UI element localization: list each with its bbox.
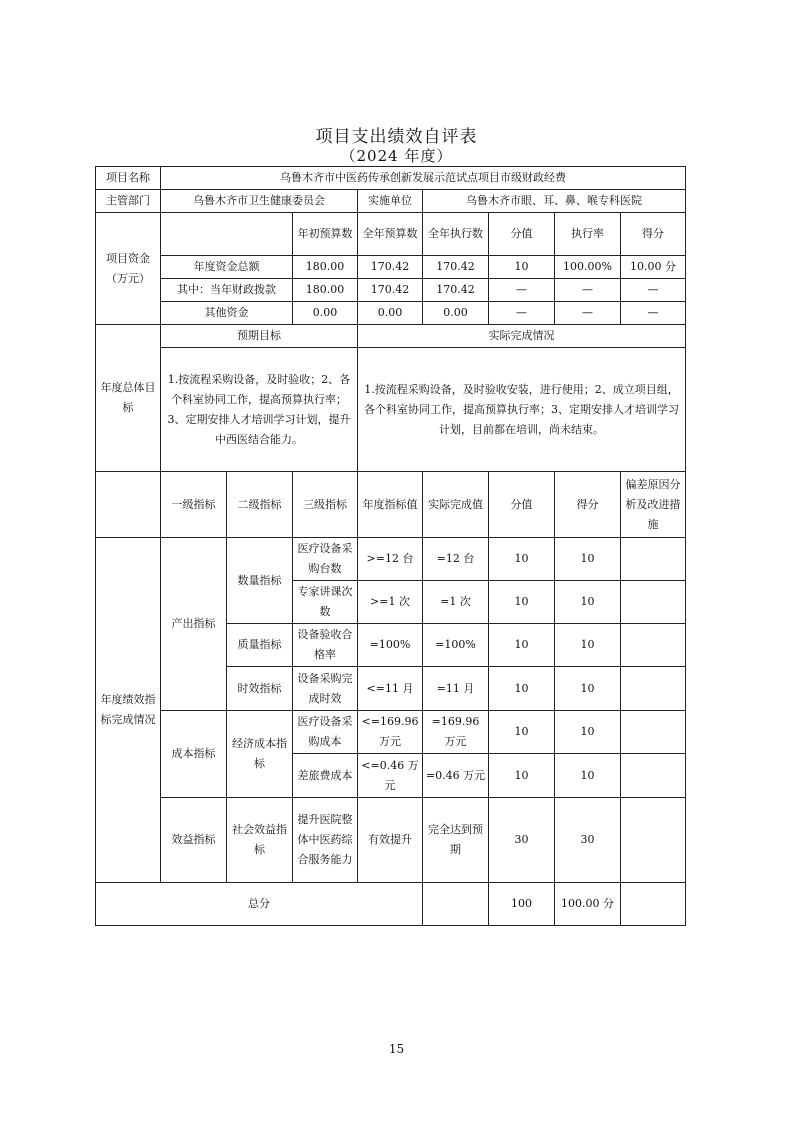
level2-quantity: 数量指标 bbox=[227, 538, 293, 624]
funds-row bbox=[96, 279, 686, 302]
funds-header: 分值 bbox=[489, 213, 555, 256]
funds-cell: 0.00 bbox=[293, 302, 358, 325]
score-value: 10 bbox=[489, 624, 555, 667]
funds-cell: — bbox=[621, 302, 686, 325]
funds-cell: 180.00 bbox=[293, 256, 358, 279]
funds-row-label: 其他资金 bbox=[161, 302, 293, 325]
funds-cell: 170.42 bbox=[423, 256, 489, 279]
indicator-row bbox=[96, 798, 686, 883]
got-score: 10 bbox=[555, 711, 621, 754]
got-score: 10 bbox=[555, 624, 621, 667]
total-score: 100 bbox=[489, 883, 555, 926]
actual-value: =0.46 万元 bbox=[423, 754, 489, 798]
page-title: 项目支出绩效自评表 bbox=[315, 127, 478, 147]
total-row bbox=[96, 883, 686, 926]
level2-economic-cost: 经济成本指标 bbox=[227, 711, 293, 798]
level3-indicator: 设备验收合格率 bbox=[293, 624, 358, 667]
funds-cell: — bbox=[489, 279, 555, 302]
dept-label: 主管部门 bbox=[96, 190, 161, 213]
target-value: 有效提升 bbox=[358, 798, 423, 883]
indicator-header: 三级指标 bbox=[293, 472, 358, 538]
indicator-header: 年度指标值 bbox=[358, 472, 423, 538]
impl-value: 乌鲁木齐市眼、耳、鼻、喉专科医院 bbox=[423, 190, 686, 213]
level1-benefit: 效益指标 bbox=[161, 798, 227, 883]
funds-cell: 10.00 分 bbox=[621, 256, 686, 279]
evaluation-table bbox=[95, 166, 686, 926]
level3-indicator: 提升医院整体中医药综合服务能力 bbox=[293, 798, 358, 883]
project-name-value: 乌鲁木齐市中医药传承创新发展示范试点项目市级财政经费 bbox=[161, 167, 686, 190]
deviation-cell bbox=[621, 667, 686, 711]
indicator-header: 二级指标 bbox=[227, 472, 293, 538]
page-subtitle-year: （2024 年度） bbox=[340, 147, 453, 165]
goals-content-row bbox=[96, 348, 686, 472]
target-value: >=12 台 bbox=[358, 538, 423, 581]
funds-header: 全年预算数 bbox=[358, 213, 423, 256]
actual-value: =100% bbox=[423, 624, 489, 667]
impl-label: 实施单位 bbox=[358, 190, 423, 213]
deviation-cell bbox=[621, 798, 686, 883]
level1-output: 产出指标 bbox=[161, 538, 227, 711]
target-value: >=1 次 bbox=[358, 581, 423, 624]
indicator-header-row bbox=[96, 472, 686, 538]
total-blank bbox=[423, 883, 489, 926]
got-score: 10 bbox=[555, 538, 621, 581]
funds-cell: 180.00 bbox=[293, 279, 358, 302]
level3-indicator: 专家讲课次数 bbox=[293, 581, 358, 624]
actual-goal-text: 1.按流程采购设备，及时验收安装，进行使用；2、成立项目组，各个科室协同工作，提高预算执行率；3、定期安排人才培训学习计划，目前都在培训，尚未结束。 bbox=[358, 348, 686, 472]
expected-goal-text: 1.按流程采购设备，及时验收；2、各个科室协同工作，提高预算执行率；3、定期安排人才培训学习计划，提升中西医结合能力。 bbox=[161, 348, 358, 472]
funds-row-label: 年度资金总额 bbox=[161, 256, 293, 279]
funds-header-row bbox=[96, 213, 686, 256]
actual-value: =12 台 bbox=[423, 538, 489, 581]
deviation-cell bbox=[621, 538, 686, 581]
funds-cell: 10 bbox=[489, 256, 555, 279]
funds-header: 全年执行数 bbox=[423, 213, 489, 256]
level2-timeliness: 时效指标 bbox=[227, 667, 293, 711]
level2-social-benefit: 社会效益指标 bbox=[227, 798, 293, 883]
target-value: <=169.96 万元 bbox=[358, 711, 423, 754]
total-deviation bbox=[621, 883, 686, 926]
funds-cell: — bbox=[621, 279, 686, 302]
funds-header: 年初预算数 bbox=[293, 213, 358, 256]
funds-label: 项目资金（万元） bbox=[96, 213, 161, 325]
level3-indicator: 医疗设备采购台数 bbox=[293, 538, 358, 581]
got-score: 10 bbox=[555, 581, 621, 624]
project-name-row bbox=[96, 167, 686, 190]
goals-label: 年度总体目标 bbox=[96, 325, 161, 472]
funds-corner bbox=[161, 213, 293, 256]
actual-value: =1 次 bbox=[423, 581, 489, 624]
score-value: 10 bbox=[489, 581, 555, 624]
total-label: 总分 bbox=[96, 883, 423, 926]
funds-header: 执行率 bbox=[555, 213, 621, 256]
dept-value: 乌鲁木齐市卫生健康委员会 bbox=[161, 190, 358, 213]
target-value: <=11 月 bbox=[358, 667, 423, 711]
got-score: 10 bbox=[555, 754, 621, 798]
indicator-header: 分值 bbox=[489, 472, 555, 538]
score-value: 10 bbox=[489, 711, 555, 754]
deviation-cell bbox=[621, 754, 686, 798]
indicator-row bbox=[96, 538, 686, 581]
score-value: 10 bbox=[489, 538, 555, 581]
funds-cell: — bbox=[555, 302, 621, 325]
funds-cell: 170.42 bbox=[423, 279, 489, 302]
funds-cell: 170.42 bbox=[358, 256, 423, 279]
funds-cell: 100.00% bbox=[555, 256, 621, 279]
goals-header-row bbox=[96, 325, 686, 348]
funds-cell: — bbox=[555, 279, 621, 302]
got-score: 30 bbox=[555, 798, 621, 883]
score-value: 10 bbox=[489, 667, 555, 711]
page-number: 15 bbox=[388, 1042, 405, 1056]
actual-value: =169.96 万元 bbox=[423, 711, 489, 754]
dept-row bbox=[96, 190, 686, 213]
got-score: 10 bbox=[555, 667, 621, 711]
level3-indicator: 差旅费成本 bbox=[293, 754, 358, 798]
level2-quality: 质量指标 bbox=[227, 624, 293, 667]
funds-cell: 0.00 bbox=[358, 302, 423, 325]
indicator-header: 偏差原因分析及改进措施 bbox=[621, 472, 686, 538]
deviation-cell bbox=[621, 624, 686, 667]
actual-goal-label: 实际完成情况 bbox=[358, 325, 686, 348]
deviation-cell bbox=[621, 711, 686, 754]
indicator-row bbox=[96, 711, 686, 754]
level1-cost: 成本指标 bbox=[161, 711, 227, 798]
indicator-header: 得分 bbox=[555, 472, 621, 538]
level3-indicator: 医疗设备采购成本 bbox=[293, 711, 358, 754]
indicator-header-blank bbox=[96, 472, 161, 538]
funds-row bbox=[96, 256, 686, 279]
score-value: 30 bbox=[489, 798, 555, 883]
deviation-cell bbox=[621, 581, 686, 624]
total-got: 100.00 分 bbox=[555, 883, 621, 926]
actual-value: =11 月 bbox=[423, 667, 489, 711]
project-name-label: 项目名称 bbox=[96, 167, 161, 190]
actual-value: 完全达到预期 bbox=[423, 798, 489, 883]
target-value: =100% bbox=[358, 624, 423, 667]
indicator-section-label: 年度绩效指标完成情况 bbox=[96, 538, 161, 883]
funds-cell: — bbox=[489, 302, 555, 325]
funds-header: 得分 bbox=[621, 213, 686, 256]
funds-cell: 0.00 bbox=[423, 302, 489, 325]
expected-goal-label: 预期目标 bbox=[161, 325, 358, 348]
funds-row-label: 其中：当年财政拨款 bbox=[161, 279, 293, 302]
level3-indicator: 设备采购完成时效 bbox=[293, 667, 358, 711]
indicator-header: 实际完成值 bbox=[423, 472, 489, 538]
target-value: <=0.46 万元 bbox=[358, 754, 423, 798]
funds-cell: 170.42 bbox=[358, 279, 423, 302]
indicator-header: 一级指标 bbox=[161, 472, 227, 538]
funds-row bbox=[96, 302, 686, 325]
score-value: 10 bbox=[489, 754, 555, 798]
